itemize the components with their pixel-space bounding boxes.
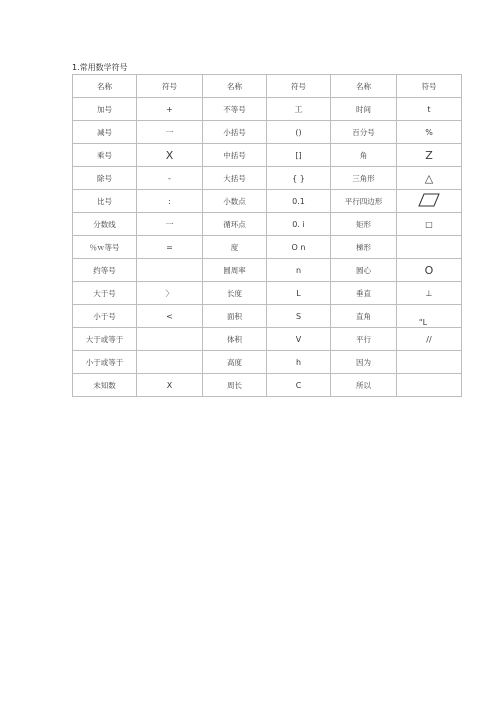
- symbol-cell: □: [397, 213, 462, 236]
- symbol-cell: :: [137, 190, 203, 213]
- symbol-cell: n: [267, 259, 331, 282]
- symbol-name-cell: 大于号: [73, 282, 137, 305]
- symbol-name-cell: 小于或等于: [73, 351, 137, 374]
- symbol-name-cell: 角: [331, 144, 397, 167]
- symbol-cell: [397, 305, 462, 328]
- parallelogram-icon: [418, 193, 440, 209]
- symbol-cell: [397, 374, 462, 397]
- symbol-cell: (): [267, 121, 331, 144]
- symbol-cell: [137, 351, 203, 374]
- symbol-name-cell: 垂直: [331, 282, 397, 305]
- math-symbols-table: [72, 74, 462, 397]
- symbol-cell: -: [137, 167, 203, 190]
- table-row: [73, 328, 462, 351]
- symbol-cell: [397, 236, 462, 259]
- symbol-cell: =: [137, 236, 203, 259]
- symbol-name-cell: 体积: [203, 328, 267, 351]
- symbol-name-cell: 减号: [73, 121, 137, 144]
- symbol-name-cell: 长度: [203, 282, 267, 305]
- column-header: 符号: [137, 75, 203, 98]
- symbol-cell: △: [397, 167, 462, 190]
- symbol-cell: t: [397, 98, 462, 121]
- table-row: [73, 190, 462, 213]
- symbol-cell: [137, 259, 203, 282]
- right-angle-symbol: "L: [418, 317, 428, 327]
- symbol-cell: 0. i: [267, 213, 331, 236]
- column-header: 符号: [397, 75, 462, 98]
- column-header: 名称: [203, 75, 267, 98]
- section-heading: 1.常用数学符号: [72, 63, 128, 72]
- symbol-name-cell: 时间: [331, 98, 397, 121]
- symbol-cell: 一: [137, 121, 203, 144]
- table-row: [73, 351, 462, 374]
- symbol-cell: O: [397, 259, 462, 282]
- symbol-cell: <: [137, 305, 203, 328]
- symbol-cell: //: [397, 328, 462, 351]
- symbol-name-cell: 未知数: [73, 374, 137, 397]
- symbol-name-cell: 循环点: [203, 213, 267, 236]
- table-row: [73, 236, 462, 259]
- table-row: [73, 259, 462, 282]
- table-row: [73, 282, 462, 305]
- column-header: 名称: [331, 75, 397, 98]
- symbol-cell: X: [137, 144, 203, 167]
- symbol-name-cell: 分数线: [73, 213, 137, 236]
- symbol-name-cell: 百分号: [331, 121, 397, 144]
- symbol-name-cell: 所以: [331, 374, 397, 397]
- symbol-cell: 〉: [137, 282, 203, 305]
- symbol-cell: 一: [137, 213, 203, 236]
- column-header: 符号: [267, 75, 331, 98]
- symbol-name-cell: 小于号: [73, 305, 137, 328]
- symbol-name-cell: 圆心: [331, 259, 397, 282]
- symbol-name-cell: 比号: [73, 190, 137, 213]
- table-row: [73, 305, 462, 328]
- table-row: [73, 144, 462, 167]
- symbol-cell: V: [267, 328, 331, 351]
- symbol-name-cell: 大于或等于: [73, 328, 137, 351]
- symbol-cell: ⊥: [397, 282, 462, 305]
- symbol-name-cell: 加号: [73, 98, 137, 121]
- table-row: [73, 98, 462, 121]
- symbol-name-cell: 度: [203, 236, 267, 259]
- symbol-name-cell: 约等号: [73, 259, 137, 282]
- symbol-name-cell: 平行: [331, 328, 397, 351]
- symbol-cell: S: [267, 305, 331, 328]
- symbol-name-cell: 不等号: [203, 98, 267, 121]
- table-header-row: [73, 75, 462, 98]
- symbol-name-cell: 直角: [331, 305, 397, 328]
- symbol-name-cell: 面积: [203, 305, 267, 328]
- symbol-name-cell: 除号: [73, 167, 137, 190]
- symbol-cell: [397, 190, 462, 213]
- symbol-name-cell: 平行四边形: [331, 190, 397, 213]
- symbol-cell: 0.1: [267, 190, 331, 213]
- symbol-name-cell: 三角形: [331, 167, 397, 190]
- symbol-name-cell: 因为: [331, 351, 397, 374]
- symbol-name-cell: 圆周率: [203, 259, 267, 282]
- symbol-name-cell: 大括号: [203, 167, 267, 190]
- symbol-cell: [397, 351, 462, 374]
- symbol-name-cell: 中括号: [203, 144, 267, 167]
- symbol-cell: Z: [397, 144, 462, 167]
- symbol-cell: { }: [267, 167, 331, 190]
- symbol-cell: []: [267, 144, 331, 167]
- table-row: [73, 121, 462, 144]
- symbol-cell: [137, 328, 203, 351]
- symbol-name-cell: ％ｗ等号: [73, 236, 137, 259]
- symbol-cell: L: [267, 282, 331, 305]
- symbol-cell: C: [267, 374, 331, 397]
- symbol-name-cell: 乘号: [73, 144, 137, 167]
- symbol-name-cell: 周长: [203, 374, 267, 397]
- table-row: [73, 213, 462, 236]
- symbol-name-cell: 小数点: [203, 190, 267, 213]
- symbol-cell: X: [137, 374, 203, 397]
- table-row: [73, 374, 462, 397]
- symbol-name-cell: 小括号: [203, 121, 267, 144]
- table-row: [73, 167, 462, 190]
- symbol-cell: 工: [267, 98, 331, 121]
- symbol-name-cell: 高度: [203, 351, 267, 374]
- symbol-name-cell: 矩形: [331, 213, 397, 236]
- symbol-cell: %: [397, 121, 462, 144]
- symbol-cell: +: [137, 98, 203, 121]
- symbol-name-cell: 梯形: [331, 236, 397, 259]
- column-header: 名称: [73, 75, 137, 98]
- symbol-cell: h: [267, 351, 331, 374]
- symbol-cell: O n: [267, 236, 331, 259]
